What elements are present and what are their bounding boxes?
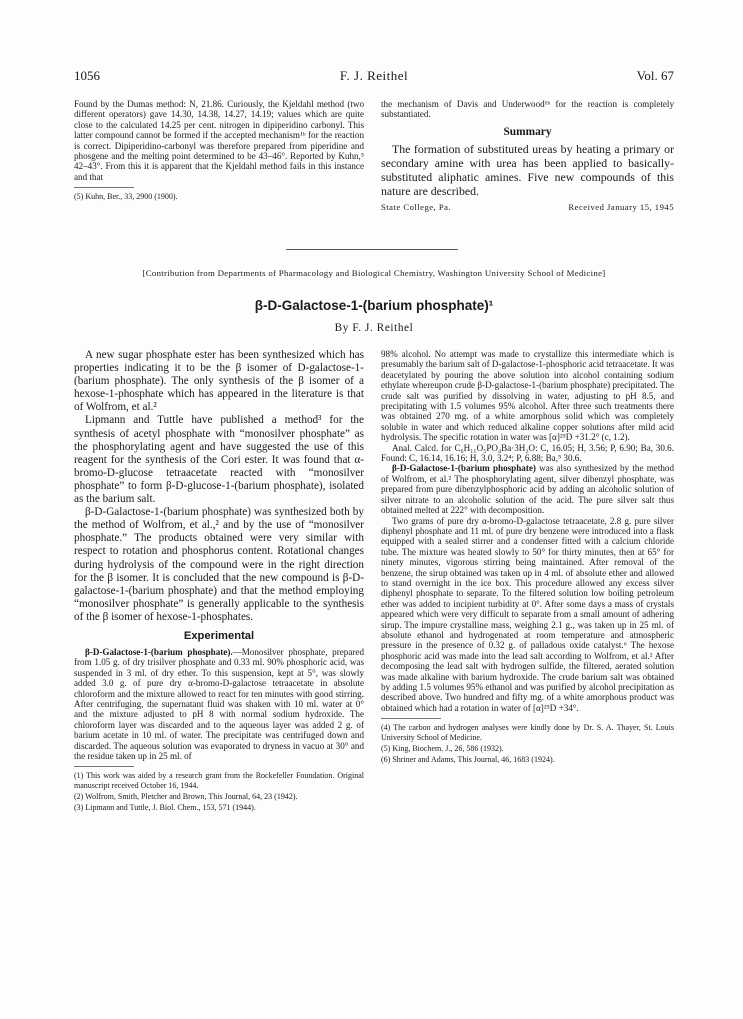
prev-article-text: Found by the Dumas method: N, 21.86. Curiously, the Kjeldahl method (two different operators) gave 14.30, 14.38, 14.27, 14.19; values which are quite close to the calculated 14.25 per cent. nitrogen in dipiperidino carbonyl. This latter compound cannot be formed if the accepted mechanism¹ᵇ for the reaction is correct. Dipiperidino-carbonyl was therefore prepared from piperidine and phosgene and the melting point determined to be 43–46°. Reported by Kuhn,⁵ 42–43°. From this it is apparent that the Kjeldahl method fails in this instance and that bbox=[74, 99, 364, 182]
signature-line bbox=[381, 202, 674, 212]
intro-paragraph: A new sugar phosphate ester has been synthesized which has properties indicating it to be the β isomer of D-galactose-1-(barium phosphate). The only synthesis of the β isomer of a hexose-1-phosphate which has appeared in the literature is that of Wolfrom, et al.² bbox=[74, 349, 364, 414]
article-separator-rule bbox=[286, 249, 458, 250]
contribution-line: [Contribution from Departments of Pharmacology and Biological Chemistry, Washington University School of Medicine] bbox=[142, 268, 606, 278]
experimental-paragraph bbox=[74, 647, 364, 761]
signature-place: State College, Pa. bbox=[381, 202, 452, 213]
prev-article-right-column bbox=[381, 99, 674, 213]
article-right-column bbox=[381, 349, 674, 766]
footnote: (6) Shriner and Adams, This Journal, 46, 1683 (1924). bbox=[381, 755, 555, 765]
second-synthesis-text: was also synthesized by the method of Wolfrom, et al.² The phosphorylating agent, silver dibenzyl phosphate, was prepared from pure dibenzylphosphoric acid by adding an alcoholic solution of silver nitrate to an alcoholic solution of the acid. The pure silver salt thus obtained melted at 222° with decomposition. bbox=[381, 463, 674, 516]
running-author: F. J. Reithel bbox=[339, 68, 409, 83]
experimental-heading: Experimental bbox=[183, 629, 255, 642]
summary-text: The formation of substituted ureas by heating a primary or secondary amine with urea has been applied to basically-substituted aliphatic amines. Five new compounds of this nature are described. bbox=[381, 142, 674, 199]
prev-article-footnote: (5) Kuhn, Ber., 33, 2900 (1900). bbox=[74, 192, 178, 202]
prev-article-conclusion: the mechanism of Davis and Underwood¹ᵇ for the reaction is completely substantiated. bbox=[381, 99, 674, 120]
intro-paragraph: Lipmann and Tuttle have published a method³ for the synthesis of acetyl phosphate with “monosilver phosphate” as the phosphorylating agent and have suggested the use of this reagent for the synthesis of the Cori ester. It was found that α-bromo-D-glucose tetraacetate reacted with “monosilver phosphate” to form β-D-glucose-1-(barium phosphate), isolated as the barium salt. bbox=[74, 414, 364, 506]
footnotes-left bbox=[74, 771, 364, 813]
footnote: (1) This work was aided by a research grant from the Rockefeller Foundation. Original manuscript received October 16, 1944. bbox=[74, 771, 364, 791]
footnote-rule bbox=[74, 766, 134, 767]
second-synthesis-paragraph bbox=[381, 463, 674, 515]
running-header bbox=[74, 68, 674, 84]
intro-paragraph: β-D-Galactose-1-(barium phosphate) was synthesized both by the method of Wolfrom, et al.,² and by the use of “monosilver phosphate.” The products obtained were very similar with respect to rotation and phosphorus content. Rotational changes during hydrolysis of the compound were in the right direction for the β isomer. It is concluded that the new compound is β-D-galactose-1-(barium phosphate) and that the method employing “monosilver phosphate” is generally applicable to the synthesis of the β isomer of hexose-1-phosphates. bbox=[74, 506, 364, 623]
experimental-run-text: —Monosilver phosphate, prepared from 1.05 g. of dry trisilver phosphate and 0.33 ml. 90% phosphoric acid, was suspended in 3 ml. of dry ether. To this suspension, kept at 5°, was slowly added 3.0 g. of pure dry α-bromo-D-galactose tetraacetate in absolute chloroform and the mixture allowed to react for ten minutes with good stirring. After centrifuging, the supernatant fluid was shaken with 10 ml. water at 0° and the mixture adjusted to pH 8 with normal sodium hydroxide. The chloroform layer was discarded and to the aqueous layer was added 2 g. of barium acetate in 10 ml. of water. The precipitate was centrifuged down and discarded. The aqueous solution was evaporated to dryness in vacuo at 30° and the residue taken up in 25 ml. of bbox=[74, 646, 364, 762]
article-title: β-D-Galactose-1-(barium phosphate)¹ bbox=[254, 298, 494, 313]
footnote: (2) Wolfrom, Smith, Pletcher and Brown, This Journal, 64, 23 (1942). bbox=[74, 792, 298, 802]
summary-heading: Summary bbox=[503, 125, 552, 138]
prev-article-left-column bbox=[74, 99, 364, 202]
article-left-column bbox=[74, 349, 364, 814]
signature-received: Received January 15, 1945 bbox=[568, 202, 674, 213]
purification-paragraph: 98% alcohol. No attempt was made to crystallize this intermediate which is presumably the barium salt of D-galactose-1-phosphoric acid tetraacetate. It was deacetylated by pouring the above solution into alcohol containing sodium ethylate whereupon crude β-D-galactose-1-(barium phosphate) precipitated. The crude salt was purified by dissolving in water, adjusting to pH 8.5, and precipitating with 1.5 volumes 95% alcohol. After three such treatments there was obtained 270 mg. of a white amorphous solid which was completely soluble in water and which reduced alkaline copper solutions after mild acid hydrolysis. The specific rotation in water was [α]²⁵D +31.2° (c, 1.2). bbox=[381, 349, 674, 443]
experimental-run-title: β-D-Galactose-1-(barium phosphate). bbox=[85, 646, 233, 657]
footnote: (3) Lipmann and Tuttle, J. Biol. Chem., 153, 571 (1944). bbox=[74, 803, 256, 813]
footnote: (4) The carbon and hydrogen analyses were kindly done by Dr. S. A. Thayer, St. Louis University School of Medicine. bbox=[381, 723, 674, 743]
footnote-rule bbox=[74, 187, 134, 188]
footnote: (5) King, Biochem. J., 26, 586 (1932). bbox=[381, 744, 504, 754]
page-number: 1056 bbox=[74, 68, 100, 83]
procedure-paragraph: Two grams of pure dry α-bromo-D-galactose tetraacetate, 2.8 g. pure silver diphenyl phosphate and 11 ml. of pure dry benzene were introduced into a flask equipped with a sealed stirrer and a condenser fitted with a calcium chloride tube. The mixture was heated slowly to 50° for thirty minutes, then at 65° for ninety minutes, vigorous stirring being maintained. After removal of the benzene, the sirup obtained was taken up in 4 ml. of absolute ether and allowed to stand overnight in the ice box. This procedure allowed any excess silver diphenyl phosphate to separate. To the filtered solution low boiling petroleum ether was added to incipient turbidity at 0°. After some days a mass of crystals appeared which were very difficult to separate from a small amount of adhering sirup. The impure crystalline mass, weighing 2.1 g., was taken up in 25 ml. of absolute ethanol and hydrogenated at room temperature and atmospheric pressure in the presence of 0.32 g. of palladous oxide catalyst.⁶ The hexose phosphoric acid was made into the lead salt according to Wolfrom, et al.² After decomposing the lead salt with hydrogen sulfide, the filtered, aerated solution was made alkaline with barium hydroxide. The crude barium salt was obtained by adding 1.5 volumes 95% ethanol and was purified by alcohol precipitation as described above. Two hundred and fifty mg. of a white amorphous product was obtained which had a rotation in water of [α]²⁵D +34°. bbox=[381, 515, 674, 713]
footnotes-right bbox=[381, 723, 674, 765]
article-byline: By F. J. Reithel bbox=[334, 322, 414, 334]
analysis-paragraph: Anal. Calcd. for C₆H₁₁O₅PO₄Ba·3H₂O: C, 16.05; H, 3.56; P, 6.90; Ba, 30.6. Found: C, 16.14, 16.16; H, 3.0, 3.2⁴; P, 6.88; Ba,⁵ 30.6. bbox=[381, 442, 674, 464]
volume-label: Vol. 67 bbox=[636, 68, 674, 83]
second-synthesis-title: β-D-Galactose-1-(barium phosphate) bbox=[392, 463, 536, 474]
footnote-rule bbox=[381, 718, 441, 719]
